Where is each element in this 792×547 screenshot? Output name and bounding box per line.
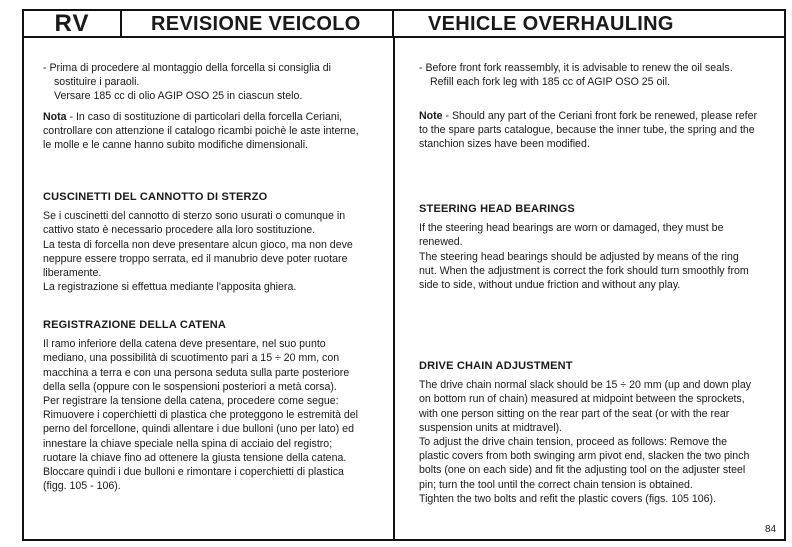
section-code-box: [22, 9, 120, 38]
en-steering-p1: If the steering head bearings are worn or damaged, they must be renewed.: [419, 222, 724, 249]
en-chain-p3: Tighten the two bolts and refit the plastic covers (figs. 105 106).: [419, 492, 716, 505]
page-number: 84: [765, 524, 777, 535]
it-chain-p2: Per registrare la tensione della catena, procedere come segue: Rimuovere i coperchietti di plastica che proteggono le estremità del perno del forcellone, quindi allentare i due bulloni (uno per lato) ed innestare la chiave speciale nella spina di acciaio del registro; ruotare la chiave fino ad ottenere la giusta tensione della catena.: [43, 395, 359, 464]
en-steering-section: [419, 202, 759, 292]
left-border: [22, 38, 24, 541]
it-chain-p1: Il ramo inferiore della catena deve presentare, nel suo punto mediano, una possibilità di scuotimento pari a 15 ÷ 20 mm, con macchina a terra e con una persona seduta sulla parte posteriore della sella (oppure con le sospensioni posteriori a metà corsa).: [43, 338, 350, 393]
it-steering-p2: La testa di forcella non deve presentare alcun gioco, ma non deve neppure essere troppo serrata, ed il manubrio deve poter ruotare liberamente.: [43, 238, 353, 280]
it-chain-p3: Bloccare quindi i due bulloni e rimontare i coperchietti di plastica (figg. 105 - 106).: [43, 466, 344, 493]
en-chain-p2: To adjust the drive chain tension, proceed as follows: Remove the plastic covers from both swinging arm pivot end, slacken the two pinch bolts (one on each side) and fit the adjusting tool on the adjuster steel pin; turn the tool until the correct chain tension is obtained.: [419, 436, 750, 491]
it-chain-title: REGISTRAZIONE DELLA CATENA: [43, 319, 227, 331]
it-steering-title: CUSCINETTI DEL CANNOTTO DI STERZO: [43, 191, 268, 203]
en-steering-title: STEERING HEAD BEARINGS: [419, 203, 575, 215]
en-intro: [419, 61, 759, 89]
english-section-title: VEHICLE OVERHAULING: [428, 13, 674, 35]
en-chain-p1: The drive chain normal slack should be 15 ÷ 20 mm (up and down play on bottom run of chain) measured at midpoint between the sprockets, with one person sitting on the rear part of the seat (or with the rear suspension units at midtravel).: [419, 379, 752, 434]
it-steering-section: [43, 190, 368, 294]
en-chain-section: [419, 359, 759, 506]
it-steering-p3: La registrazione si effettua mediante l'apposita ghiera.: [43, 281, 297, 294]
italian-header-box: [120, 9, 394, 38]
bottom-border: [22, 539, 786, 541]
italian-section-title: REVISIONE VEICOLO: [151, 13, 361, 35]
it-intro-bullet: - Prima di procedere al montaggio della forcella si consiglia di sostituire i paraoli.: [43, 62, 331, 89]
right-border: [784, 38, 786, 541]
it-intro: [43, 61, 368, 104]
it-note-text: - In caso di sostituzione di particolari della forcella Ceriani, controllare con attenzione il catalogo ricambi poichè le aste interne, le molle e le canne hanno subito modifiche dimensionali.: [43, 111, 359, 152]
english-header-box: [394, 9, 786, 38]
it-intro-refill: Versare 185 cc di olio AGIP OSO 25 in ciascun stelo.: [54, 90, 303, 103]
en-note-label: Note: [419, 110, 443, 122]
en-note: [419, 109, 759, 152]
section-code: RV: [54, 10, 90, 37]
it-steering-p1: Se i cuscinetti del cannotto di sterzo sono usurati o comunque in cattivo stato è necessario procedere alla loro sostituzione.: [43, 210, 346, 237]
en-intro-bullet: - Before front fork reassembly, it is advisable to renew the oil seals.: [419, 62, 733, 74]
en-intro-refill: Refill each fork leg with 185 cc of AGIP OSO 25 oil.: [430, 76, 671, 89]
column-divider: [393, 38, 395, 541]
en-steering-p2: The steering head bearings should be adjusted by means of the ring nut. When the adjustment is correct the fork should turn smoothly from side to side, without undue friction and without any play.: [419, 250, 749, 292]
en-note-text: - Should any part of the Ceriani front fork be renewed, please refer to the spare parts catalogue, because the inner tube, the spring and the stanchion sizes have been modified.: [419, 110, 758, 151]
it-note-label: Nota: [43, 111, 67, 123]
it-chain-section: [43, 318, 368, 493]
it-note: [43, 110, 368, 153]
en-chain-title: DRIVE CHAIN ADJUSTMENT: [419, 360, 573, 372]
